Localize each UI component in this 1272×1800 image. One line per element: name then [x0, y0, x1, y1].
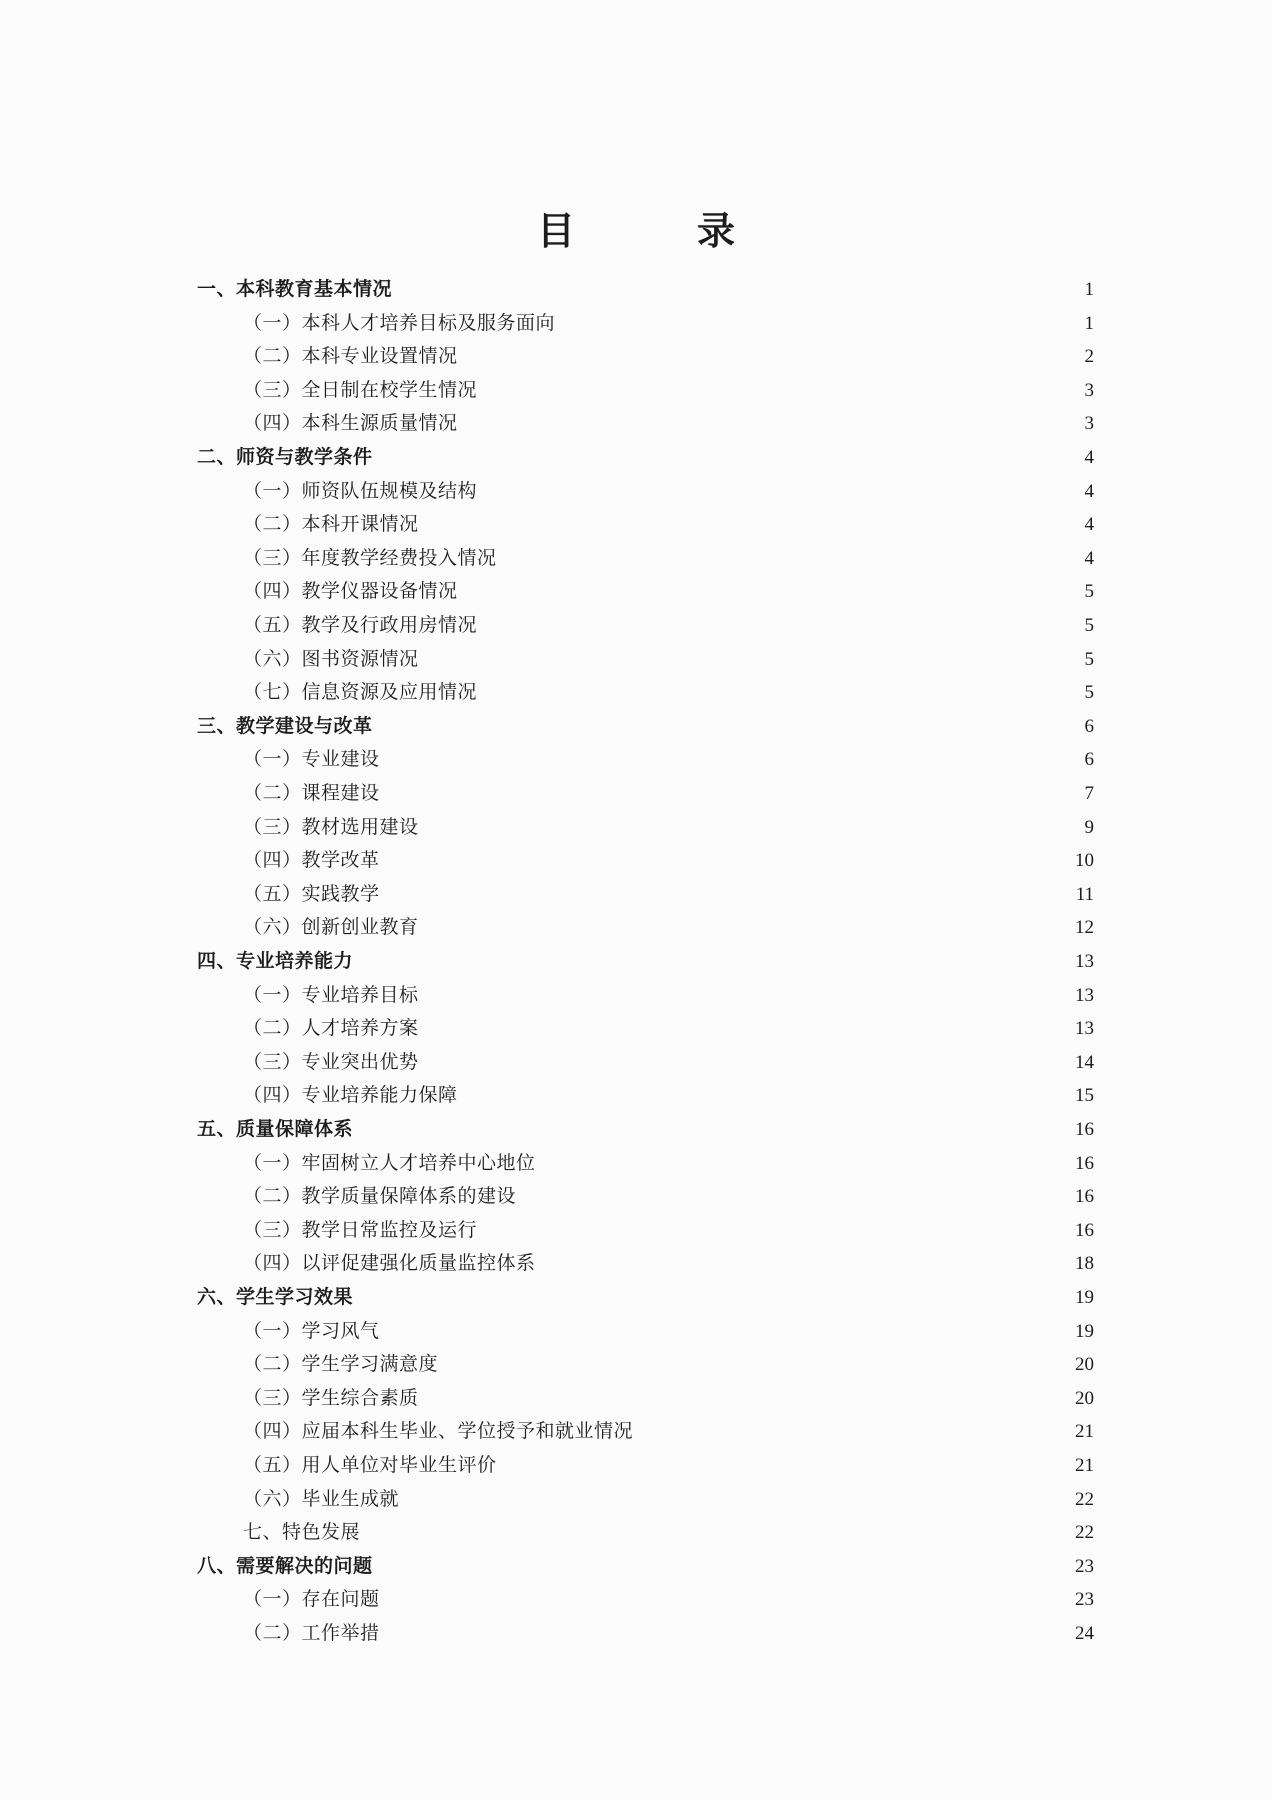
toc-section-entry[interactable]	[197, 440, 1094, 474]
toc-subsection-entry[interactable]	[243, 608, 1094, 642]
toc-page-number: 5	[1084, 648, 1094, 670]
toc-subsection-entry[interactable]	[243, 574, 1094, 608]
dot-leader	[442, 1347, 1071, 1381]
toc-subsection-entry[interactable]	[243, 1381, 1094, 1415]
toc-entry-label: 五、质量保障体系	[197, 1118, 354, 1140]
toc-subsection-entry[interactable]	[243, 474, 1094, 508]
toc-page-number: 6	[1084, 749, 1094, 771]
dot-leader	[423, 1381, 1071, 1415]
toc-page-number: 21	[1075, 1455, 1094, 1476]
toc-entry-label: （一）牢固树立人才培养中心地位	[243, 1151, 536, 1174]
toc-page-number: 15	[1075, 1085, 1094, 1107]
toc-subsection-entry[interactable]	[243, 910, 1094, 944]
toc-page-number: 7	[1084, 783, 1094, 804]
dot-leader	[384, 1616, 1071, 1650]
toc-section-entry[interactable]	[197, 1112, 1094, 1146]
dot-leader	[501, 1448, 1071, 1482]
toc-page-number: 5	[1084, 581, 1094, 603]
toc-subsection-entry[interactable]	[243, 1078, 1094, 1112]
toc-page-number: 19	[1075, 1320, 1094, 1342]
toc-entry-label: （一）师资队伍规模及结构	[243, 479, 478, 502]
toc-entry-label: 一、本科教育基本情况	[197, 278, 393, 300]
toc-page-number: 1	[1084, 279, 1094, 300]
toc-entry-label: （三）全日制在校学生情况	[243, 378, 478, 401]
toc-subsection-entry[interactable]	[243, 306, 1094, 340]
toc-page-number: 10	[1075, 850, 1094, 872]
toc-page-number: 16	[1075, 1219, 1094, 1241]
toc-page-number: 11	[1075, 883, 1094, 905]
toc-entry-label: （二）工作举措	[243, 1622, 380, 1644]
toc-page-number: 21	[1075, 1421, 1094, 1443]
toc-subsection-entry[interactable]	[243, 742, 1094, 776]
toc-entry-label: （三）年度教学经费投入情况	[243, 546, 497, 569]
toc-entry-label: 三、教学建设与改革	[197, 714, 373, 737]
dot-leader	[462, 1078, 1071, 1112]
toc-entry-label: （二）人才培养方案	[243, 1017, 419, 1040]
toc-subsection-entry[interactable]	[243, 1582, 1094, 1616]
toc-entry-label: （二）本科开课情况	[243, 513, 419, 536]
dot-leader	[384, 1314, 1071, 1348]
dot-leader	[384, 1582, 1071, 1616]
dot-leader	[481, 474, 1076, 508]
toc-subsection-entry[interactable]	[243, 1616, 1094, 1650]
toc-page-number: 3	[1084, 379, 1094, 401]
toc-entry-label: （五）用人单位对毕业生评价	[243, 1454, 497, 1476]
toc-subsection-entry[interactable]	[243, 1246, 1094, 1280]
toc-subsection-entry[interactable]	[243, 642, 1094, 676]
toc-entry-label: （六）创新创业教育	[243, 916, 419, 939]
toc-entry-label: （七）信息资源及应用情况	[243, 681, 478, 704]
dot-leader	[462, 574, 1076, 608]
toc-entry-label: （二）学生学习满意度	[243, 1353, 439, 1376]
toc-entry-label: （一）专业培养目标	[243, 983, 419, 1006]
toc-entry-label: （六）图书资源情况	[243, 647, 419, 670]
toc-page-number: 22	[1075, 1522, 1094, 1544]
toc-subsection-entry[interactable]	[243, 1213, 1094, 1247]
toc-entry-label: （四）教学改革	[243, 849, 380, 872]
toc-subsection-entry[interactable]	[243, 1482, 1094, 1516]
toc-page-number: 16	[1075, 1186, 1094, 1208]
dot-leader	[403, 1482, 1071, 1516]
toc-page-number: 2	[1084, 346, 1094, 368]
toc-subsection-entry[interactable]	[243, 776, 1094, 810]
dot-leader	[540, 1146, 1071, 1180]
dot-leader	[559, 306, 1076, 340]
toc-entry-label: 二、师资与教学条件	[197, 446, 373, 468]
toc-subsection-entry[interactable]	[243, 406, 1094, 440]
toc-section-entry[interactable]	[197, 1280, 1094, 1314]
dot-leader	[384, 843, 1071, 877]
dot-leader	[462, 339, 1076, 373]
toc-entry-label: 七、特色发展	[243, 1521, 361, 1544]
toc-entry-label: （三）教学日常监控及运行	[243, 1218, 478, 1241]
toc-subsection-entry[interactable]	[243, 1146, 1094, 1180]
toc-page-number: 13	[1075, 1018, 1094, 1040]
toc-subsection-entry[interactable]	[243, 1011, 1094, 1045]
dot-leader	[540, 1246, 1071, 1280]
toc-page-number: 20	[1075, 1354, 1094, 1376]
dot-leader	[364, 1515, 1071, 1549]
dot-leader	[377, 440, 1076, 474]
toc-entry-label: （一）本科人才培养目标及服务面向	[243, 311, 556, 334]
dot-leader	[396, 272, 1076, 306]
toc-subsection-entry[interactable]	[243, 1515, 1094, 1549]
toc-page-number: 3	[1084, 413, 1094, 435]
toc-section-entry[interactable]	[197, 1549, 1094, 1583]
toc-entry-label: （二）本科专业设置情况	[243, 345, 458, 368]
dot-leader	[423, 910, 1071, 944]
toc-subsection-entry[interactable]	[243, 1414, 1094, 1448]
toc-title: 目 录	[536, 209, 777, 253]
toc-entry-label: （一）存在问题	[243, 1588, 380, 1611]
toc-entry-label: （五）教学及行政用房情况	[243, 614, 478, 636]
toc-subsection-entry[interactable]	[243, 1347, 1094, 1381]
toc-subsection-entry[interactable]	[243, 675, 1094, 709]
toc-entry-label: （三）教材选用建设	[243, 815, 419, 838]
toc-section-entry[interactable]	[197, 944, 1094, 978]
toc-subsection-entry[interactable]	[243, 1179, 1094, 1213]
toc-entry-label: （四）本科生源质量情况	[243, 412, 458, 435]
toc-entry-label: （四）专业培养能力保障	[243, 1084, 458, 1107]
toc-page-number: 5	[1084, 615, 1094, 636]
toc-entry-label: （三）学生综合素质	[243, 1386, 419, 1409]
toc-page-number: 4	[1084, 447, 1094, 468]
toc-subsection-entry[interactable]	[243, 978, 1094, 1012]
toc-page-number: 23	[1075, 1589, 1094, 1611]
toc-subsection-entry[interactable]	[243, 373, 1094, 407]
toc-page-number: 14	[1075, 1051, 1094, 1073]
toc-entry-label: （一）学习风气	[243, 1319, 380, 1342]
toc-entry-label: （四）应届本科生毕业、学位授予和就业情况	[243, 1420, 634, 1443]
dot-leader	[423, 1045, 1071, 1079]
toc-page-number: 23	[1075, 1555, 1094, 1577]
toc-entry-label: （三）专业突出优势	[243, 1050, 419, 1073]
toc-page-number: 4	[1084, 514, 1094, 536]
toc-page-number: 20	[1075, 1387, 1094, 1409]
dot-leader	[481, 373, 1076, 407]
toc-subsection-entry[interactable]	[243, 843, 1094, 877]
toc-subsection-entry[interactable]	[243, 541, 1094, 575]
toc-entry-label: （二）课程建设	[243, 782, 380, 804]
toc-section-entry[interactable]	[197, 709, 1094, 743]
toc-subsection-entry[interactable]	[243, 507, 1094, 541]
dot-leader	[384, 877, 1072, 911]
toc-page-number: 12	[1075, 917, 1094, 939]
dot-leader	[423, 507, 1076, 541]
toc-page-number: 9	[1084, 816, 1094, 838]
dot-leader	[637, 1414, 1071, 1448]
toc-subsection-entry[interactable]	[243, 1045, 1094, 1079]
toc-entry-label: （四）以评促建强化质量监控体系	[243, 1252, 536, 1275]
dot-leader	[377, 709, 1076, 743]
toc-subsection-entry[interactable]	[243, 877, 1094, 911]
toc-entry-label: 四、专业培养能力	[197, 950, 354, 972]
toc-entry-label: （四）教学仪器设备情况	[243, 580, 458, 603]
toc-subsection-entry[interactable]	[243, 339, 1094, 373]
dot-leader	[423, 1011, 1071, 1045]
toc-subsection-entry[interactable]	[243, 1448, 1094, 1482]
toc-entry-label: （一）专业建设	[243, 748, 380, 771]
dot-leader	[357, 1112, 1071, 1146]
toc-entry-label: 八、需要解决的问题	[197, 1554, 373, 1577]
toc-page-number: 13	[1075, 984, 1094, 1006]
dot-leader	[423, 978, 1071, 1012]
toc-page-number: 22	[1075, 1488, 1094, 1510]
toc-page-number: 18	[1075, 1253, 1094, 1275]
toc-page-number: 13	[1075, 951, 1094, 972]
toc-page-number: 4	[1084, 547, 1094, 569]
dot-leader	[357, 1280, 1071, 1314]
dot-leader	[384, 742, 1076, 776]
toc-page-number: 16	[1075, 1119, 1094, 1140]
dot-leader	[520, 1179, 1071, 1213]
toc-section-entry[interactable]	[197, 272, 1094, 306]
toc-subsection-entry[interactable]	[243, 1314, 1094, 1348]
dot-leader	[357, 944, 1071, 978]
toc-page-number: 16	[1075, 1152, 1094, 1174]
dot-leader	[481, 675, 1076, 709]
toc-page-number: 19	[1075, 1287, 1094, 1308]
dot-leader	[384, 776, 1076, 810]
toc-subsection-entry[interactable]	[243, 810, 1094, 844]
dot-leader	[462, 406, 1076, 440]
dot-leader	[423, 810, 1076, 844]
toc-entry-label: （五）实践教学	[243, 882, 380, 905]
dot-leader	[481, 1213, 1071, 1247]
toc-page-number: 4	[1084, 480, 1094, 502]
toc-page-number: 6	[1084, 715, 1094, 737]
toc-entry-label: 六、学生学习效果	[197, 1286, 354, 1308]
toc-entry-label: （六）毕业生成就	[243, 1487, 400, 1510]
toc-page-number: 5	[1084, 682, 1094, 704]
dot-leader	[423, 642, 1076, 676]
toc-page-number: 24	[1075, 1623, 1094, 1644]
dot-leader	[501, 541, 1076, 575]
toc-page-number: 1	[1084, 312, 1094, 334]
dot-leader	[377, 1549, 1071, 1583]
toc-entry-label: （二）教学质量保障体系的建设	[243, 1185, 517, 1208]
dot-leader	[481, 608, 1076, 642]
